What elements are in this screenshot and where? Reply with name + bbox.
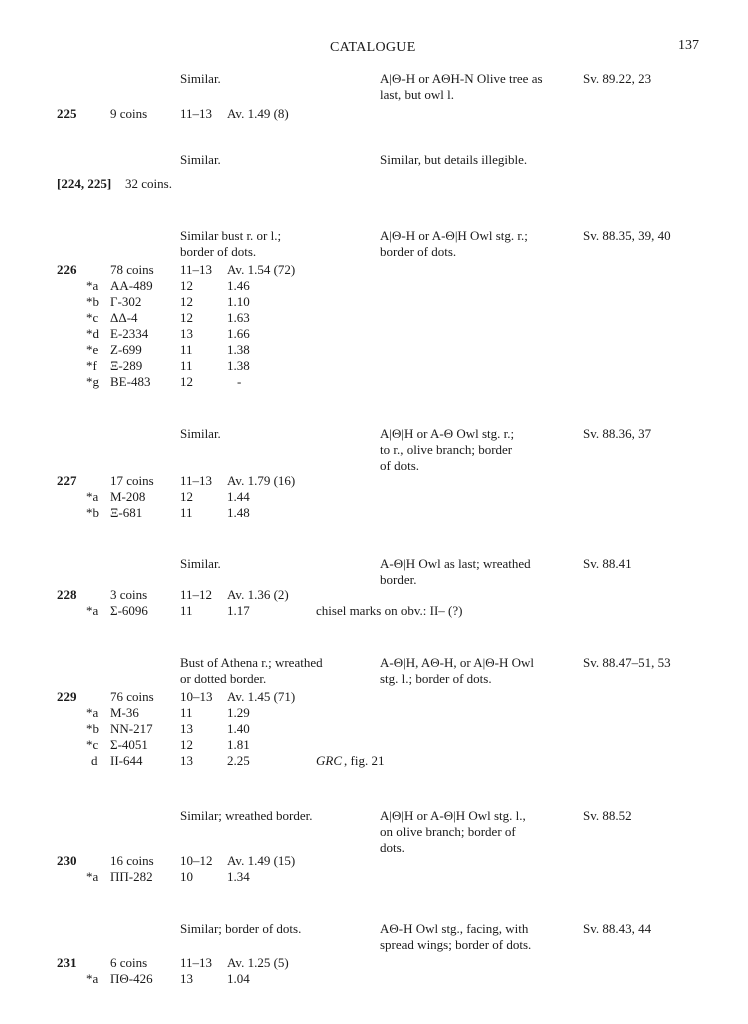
- specimen-note-citation: GRC: [316, 753, 342, 768]
- coin-count: 9 coins: [110, 106, 148, 121]
- specimen-id: E-2334: [110, 326, 149, 341]
- specimen-weight: 1.63: [227, 310, 250, 325]
- reverse-description: A|Θ|H or A-Θ Owl stg. r.;: [380, 426, 515, 441]
- reverse-description: A|Θ-H or AΘH-N Olive tree as: [380, 71, 543, 86]
- specimen-die-axis: 11: [180, 603, 193, 618]
- obverse-description: Similar; wreathed border.: [180, 808, 313, 823]
- specimen-die-axis: 13: [180, 971, 193, 986]
- specimen-die-axis: 13: [180, 721, 193, 736]
- average-weight: Av. 1.49 (8): [227, 106, 289, 121]
- reverse-description: on olive branch; border of: [380, 824, 516, 839]
- specimen-weight: 1.10: [227, 294, 250, 309]
- specimen-die-axis: 12: [180, 374, 193, 389]
- reference-citation: Sv. 88.35, 39, 40: [583, 228, 671, 243]
- specimen-weight: 1.17: [227, 603, 250, 618]
- page-title: CATALOGUE: [330, 40, 416, 55]
- coin-count: 17 coins: [110, 473, 154, 488]
- specimen-die-axis: 13: [180, 753, 193, 768]
- specimen-letter: *c: [86, 310, 99, 325]
- reverse-description: last, but owl l.: [380, 87, 455, 102]
- average-weight: Av. 1.45 (71): [227, 689, 296, 704]
- obverse-description: or dotted border.: [180, 671, 267, 686]
- reverse-description: A|Θ|H or A-Θ|H Owl stg. l.,: [380, 808, 526, 823]
- specimen-die-axis: 12: [180, 278, 193, 293]
- reverse-description: AΘ-H Owl stg., facing, with: [380, 921, 529, 936]
- entry-number: 226: [57, 262, 77, 277]
- die-axis-range: 10–13: [180, 689, 213, 704]
- coin-count: 6 coins: [110, 955, 148, 970]
- specimen-letter: *f: [86, 358, 97, 373]
- specimen-letter: *c: [86, 737, 99, 752]
- entry-number: 225: [57, 106, 77, 121]
- reference-citation: Sv. 88.47–51, 53: [583, 655, 671, 670]
- specimen-letter: *a: [86, 489, 99, 504]
- reference-citation: Sv. 88.43, 44: [583, 921, 652, 936]
- specimen-id: NN-217: [110, 721, 153, 736]
- reference-citation: Sv. 88.52: [583, 808, 632, 823]
- specimen-id: Ξ-681: [110, 505, 143, 520]
- reverse-description: border.: [380, 572, 417, 587]
- reverse-description: A-Θ|H Owl as last; wreathed: [380, 556, 531, 571]
- reverse-description: dots.: [380, 840, 405, 855]
- entry-number: 228: [57, 587, 77, 602]
- specimen-weight: 1.29: [227, 705, 250, 720]
- specimen-id: Ξ-289: [110, 358, 143, 373]
- specimen-id: Z-699: [110, 342, 142, 357]
- obverse-description: Bust of Athena r.; wreathed: [180, 655, 323, 670]
- summary-entry-numbers: [224, 225]: [57, 176, 112, 191]
- coin-count: 76 coins: [110, 689, 154, 704]
- specimen-die-axis: 10: [180, 869, 193, 884]
- specimen-letter: *a: [86, 869, 99, 884]
- reverse-description: spread wings; border of dots.: [380, 937, 532, 952]
- specimen-weight: -: [237, 374, 242, 389]
- reverse-description: border of dots.: [380, 244, 457, 259]
- specimen-letter: *a: [86, 971, 99, 986]
- reverse-description: A|Θ-H or A-Θ|H Owl stg. r.;: [380, 228, 528, 243]
- specimen-die-axis: 11: [180, 358, 193, 373]
- die-axis-range: 11–13: [180, 473, 213, 488]
- reverse-description: of dots.: [380, 458, 419, 473]
- summary-coin-count: 32 coins.: [125, 176, 172, 191]
- specimen-id: M-36: [110, 705, 139, 720]
- entry-number: 231: [57, 955, 77, 970]
- obverse-description: border of dots.: [180, 244, 257, 259]
- specimen-weight: 1.44: [227, 489, 250, 504]
- reference-citation: Sv. 88.41: [583, 556, 632, 571]
- entry-number: 230: [57, 853, 77, 868]
- obverse-description: Similar.: [180, 556, 221, 571]
- die-axis-range: 11–13: [180, 955, 213, 970]
- die-axis-range: 11–12: [180, 587, 213, 602]
- obverse-description: Similar; border of dots.: [180, 921, 302, 936]
- coin-count: 3 coins: [110, 587, 148, 602]
- specimen-letter: d: [91, 753, 98, 768]
- specimen-id: ΠΠ-282: [110, 869, 153, 884]
- specimen-weight: 1.46: [227, 278, 250, 293]
- specimen-weight: 1.40: [227, 721, 250, 736]
- specimen-weight: 1.48: [227, 505, 250, 520]
- coin-count: 16 coins: [110, 853, 154, 868]
- specimen-id: Γ-302: [110, 294, 142, 309]
- page-number: 137: [678, 38, 699, 53]
- specimen-die-axis: 12: [180, 294, 193, 309]
- reference-citation: Sv. 89.22, 23: [583, 71, 652, 86]
- reference-citation: Sv. 88.36, 37: [583, 426, 652, 441]
- specimen-die-axis: 12: [180, 489, 193, 504]
- specimen-die-axis: 13: [180, 326, 193, 341]
- reverse-description: A-Θ|H, AΘ-H, or A|Θ-H Owl: [380, 655, 534, 670]
- specimen-note-figure: , fig. 21: [344, 753, 385, 768]
- specimen-id: Σ-6096: [110, 603, 148, 618]
- specimen-weight: 1.34: [227, 869, 250, 884]
- specimen-letter: *e: [86, 342, 99, 357]
- specimen-letter: *a: [86, 278, 99, 293]
- average-weight: Av. 1.54 (72): [227, 262, 296, 277]
- specimen-id: ΠΘ-426: [110, 971, 153, 986]
- specimen-letter: *d: [86, 326, 99, 341]
- average-weight: Av. 1.49 (15): [227, 853, 296, 868]
- specimen-die-axis: 12: [180, 310, 193, 325]
- specimen-letter: *a: [86, 705, 99, 720]
- average-weight: Av. 1.79 (16): [227, 473, 296, 488]
- entry-number: 229: [57, 689, 77, 704]
- specimen-weight: 2.25: [227, 753, 250, 768]
- entry-number: 227: [57, 473, 77, 488]
- specimen-die-axis: 11: [180, 705, 193, 720]
- specimen-letter: *b: [86, 294, 99, 309]
- die-axis-range: 10–12: [180, 853, 213, 868]
- specimen-weight: 1.66: [227, 326, 250, 341]
- obverse-description: Similar.: [180, 71, 221, 86]
- obverse-description: Similar bust r. or l.;: [180, 228, 282, 243]
- specimen-id: ΔΔ-4: [110, 310, 138, 325]
- specimen-letter: *a: [86, 603, 99, 618]
- die-axis-range: 11–13: [180, 262, 213, 277]
- specimen-die-axis: 11: [180, 505, 193, 520]
- specimen-id: II-644: [110, 753, 143, 768]
- specimen-weight: 1.04: [227, 971, 250, 986]
- specimen-die-axis: 12: [180, 737, 193, 752]
- coin-count: 78 coins: [110, 262, 154, 277]
- specimen-weight: 1.38: [227, 342, 250, 357]
- average-weight: Av. 1.25 (5): [227, 955, 289, 970]
- specimen-id: BE-483: [110, 374, 151, 389]
- obverse-description: Similar.: [180, 152, 221, 167]
- reverse-description: Similar, but details illegible.: [380, 152, 528, 167]
- specimen-id: AA-489: [110, 278, 153, 293]
- reverse-description: to r., olive branch; border: [380, 442, 513, 457]
- specimen-weight: 1.81: [227, 737, 250, 752]
- specimen-weight: 1.38: [227, 358, 250, 373]
- specimen-id: M-208: [110, 489, 146, 504]
- die-axis-range: 11–13: [180, 106, 213, 121]
- specimen-id: Σ-4051: [110, 737, 148, 752]
- obverse-description: Similar.: [180, 426, 221, 441]
- average-weight: Av. 1.36 (2): [227, 587, 289, 602]
- specimen-letter: *b: [86, 505, 99, 520]
- specimen-note: chisel marks on obv.: II– (?): [316, 603, 463, 618]
- specimen-die-axis: 11: [180, 342, 193, 357]
- specimen-letter: *b: [86, 721, 99, 736]
- specimen-letter: *g: [86, 374, 99, 389]
- reverse-description: stg. l.; border of dots.: [380, 671, 492, 686]
